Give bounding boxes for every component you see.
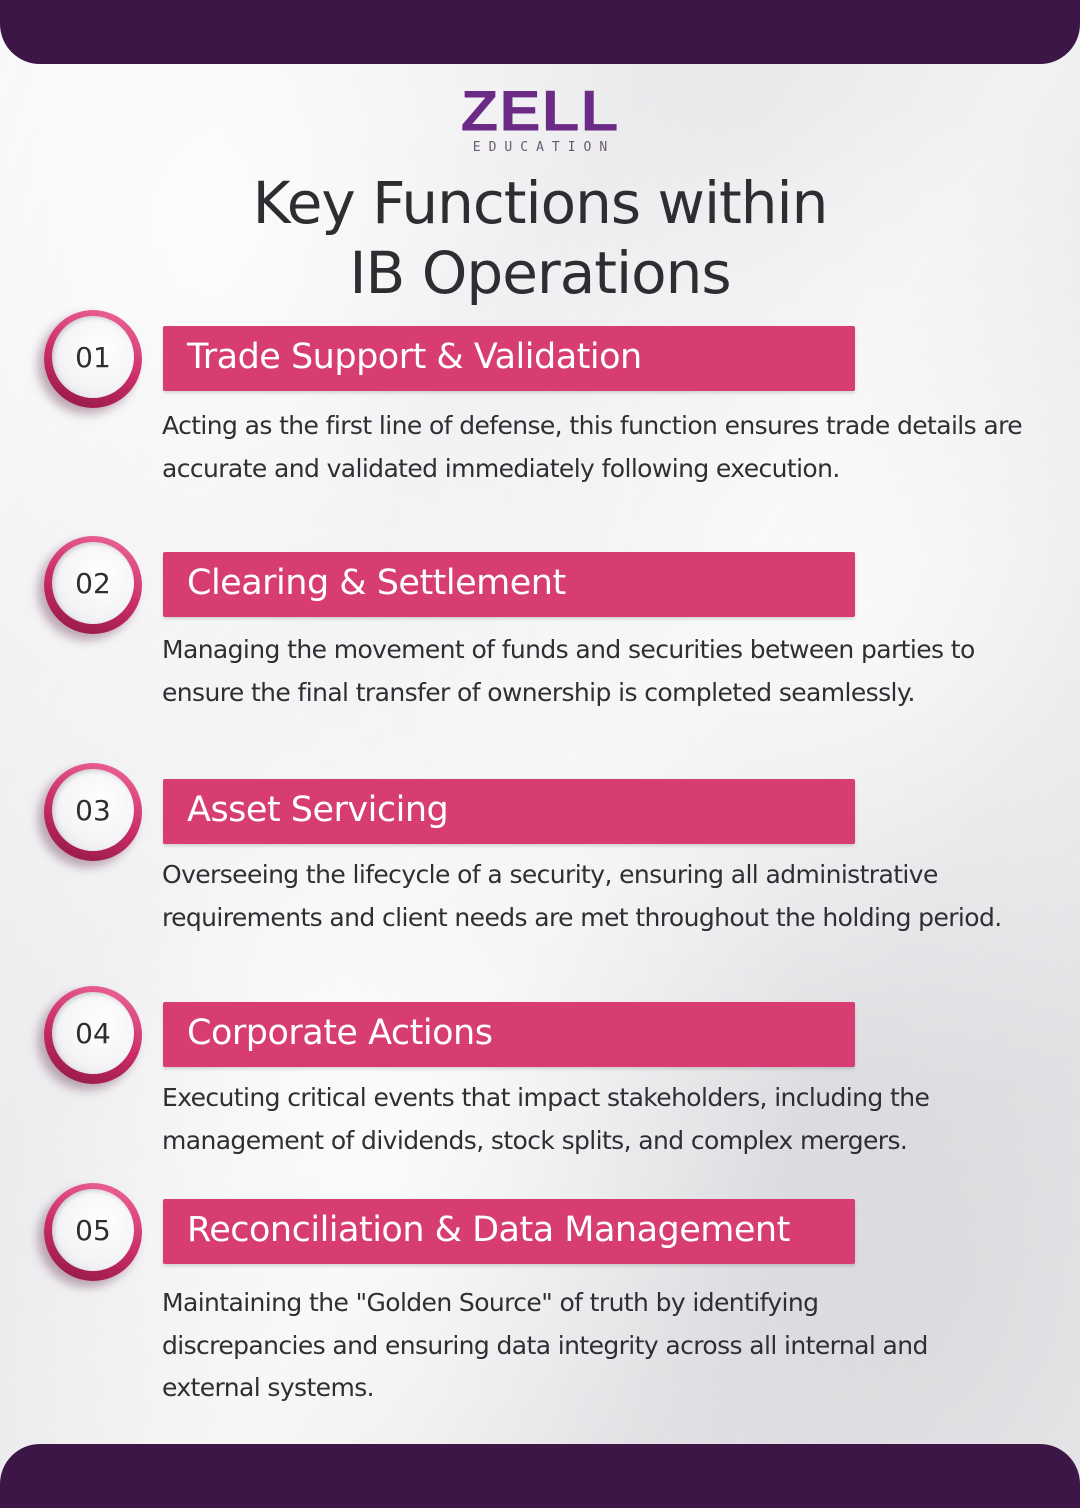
number-label: 02 <box>52 542 134 624</box>
zell-education-logo <box>0 79 1080 155</box>
number-badge <box>44 763 142 861</box>
logo-wordmark: ZELL <box>460 79 620 144</box>
function-description: Managing the movement of funds and securities between parties to ensure the final transfer of ownership is completed seamlessly. <box>162 635 975 707</box>
page-title-line-1: Key Functions within <box>252 169 828 237</box>
number-badge <box>44 1183 142 1281</box>
function-heading: Corporate Actions <box>187 1013 493 1053</box>
function-heading: Asset Servicing <box>187 790 449 830</box>
number-badge <box>44 536 142 634</box>
function-heading: Trade Support & Validation <box>187 337 642 377</box>
bottom-banner <box>0 1444 1080 1508</box>
function-description: Acting as the first line of defense, this function ensures trade details are accurate and validated immediately following execution. <box>162 411 1023 483</box>
page-title <box>0 168 1080 308</box>
number-badge <box>44 310 142 408</box>
number-label: 03 <box>52 769 134 851</box>
function-heading-bar <box>163 326 855 391</box>
number-label: 01 <box>52 316 134 398</box>
function-heading-bar <box>163 779 855 844</box>
top-banner <box>0 0 1080 64</box>
logo-subtitle: EDUCATION <box>472 140 616 155</box>
function-heading: Reconciliation & Data Management <box>187 1210 790 1250</box>
number-badge <box>44 986 142 1084</box>
function-description: Overseeing the lifecycle of a security, ensuring all administrative requirements and client needs are met throughout the holding period. <box>162 860 1002 932</box>
function-heading: Clearing & Settlement <box>187 563 566 603</box>
number-label: 04 <box>52 992 134 1074</box>
number-label: 05 <box>52 1189 134 1271</box>
function-heading-bar <box>163 552 855 617</box>
function-description: Executing critical events that impact stakeholders, including the management of dividends, stock splits, and complex mergers. <box>162 1083 930 1155</box>
function-description: Maintaining the "Golden Source" of truth by identifying discrepancies and ensuring data integrity across all internal and external systems. <box>162 1288 928 1402</box>
page-title-line-2: IB Operations <box>349 239 731 307</box>
function-heading-bar <box>163 1199 855 1264</box>
function-heading-bar <box>163 1002 855 1067</box>
